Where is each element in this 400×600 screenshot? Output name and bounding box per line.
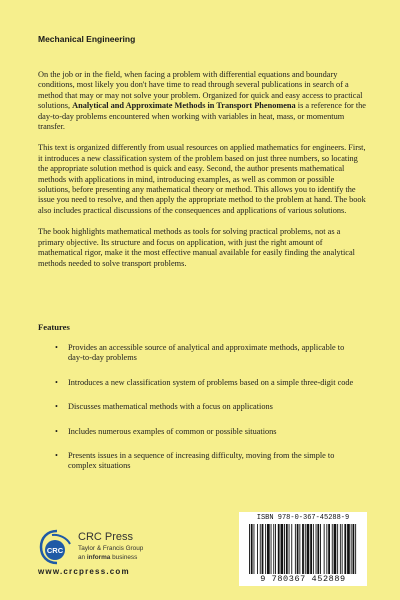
bullet-icon: •	[55, 402, 58, 412]
paragraph-1-text-end: is a reference for the day-to-day problems encountered when working with variables in heat, mass, or momentum transfer.	[38, 101, 366, 132]
paragraph-1-text: On the job or in the field, when facing a problem with differential equations and boundary conditions, most likely you don't have time to read through several publications in search of a method that may or may not solve your problem. Organized for quick and easy access to practical solutions,	[38, 70, 363, 111]
publisher-parent: an informa business	[78, 554, 138, 561]
category-label: Mechanical Engineering	[38, 34, 136, 44]
list-item: • Presents issues in a sequence of increasing difficulty, moving from the simple to complex situations	[55, 451, 335, 471]
list-item: • Includes numerous examples of common or possible situations	[55, 426, 277, 436]
list-item: • Introduces a new classification system of problems based on a simple three-digit code	[55, 377, 354, 387]
paragraph-1	[38, 70, 366, 132]
paragraph-3: The book highlights mathematical methods as tools for solving practical problems, not as a primary objective. Its structure and focus on application, with just the right amount of mathematical rigor, make it the most effective manual available for easily finding the analytical methods needed to solve transport problems.	[38, 227, 355, 268]
list-item: • Discusses mathematical methods with a focus on applications	[55, 402, 273, 412]
features-list	[38, 343, 358, 486]
crc-logo-icon	[38, 528, 76, 566]
barcode-digits: 9 780367 452889	[260, 574, 346, 584]
publisher-name: CRC Press	[78, 531, 134, 543]
isbn-barcode	[239, 512, 367, 586]
list-item: • Provides an accessible source of analytical and approximate methods, applicable to day-to-day problems	[55, 343, 345, 363]
svg-text:CRC: CRC	[46, 546, 64, 555]
book-title: Analytical and Approximate Methods in Transport Phenomena	[72, 101, 296, 111]
bullet-icon: •	[55, 377, 58, 387]
publisher-group: Taylor & Francis Group	[78, 545, 144, 552]
publisher-url: www.crcpress.com	[38, 567, 130, 576]
bullet-icon: •	[55, 426, 58, 436]
paragraph-2: This text is organized differently from usual resources on applied mathematics for engineers. First, it introduces a new classification system of the problem based on just three numbers, so locating the appropriate solution method is quick and easy. Second, the author presents mathematical methods with applications in mind, introducing examples, as well as common or possible solutions, before presenting any mathematical theory or method. This allows you to identify the issue you need to resolve, and then apply the appropriate method to the problem at hand. The book also includes practical discussions of the consequences and applications of various solutions.	[38, 143, 366, 215]
features-heading: Features	[38, 322, 70, 332]
bullet-icon: •	[55, 451, 58, 461]
description	[38, 70, 366, 280]
barcode-icon	[248, 524, 358, 574]
bullet-icon: •	[55, 343, 58, 352]
isbn-label: ISBN 978-0-367-45288-9	[256, 514, 350, 522]
